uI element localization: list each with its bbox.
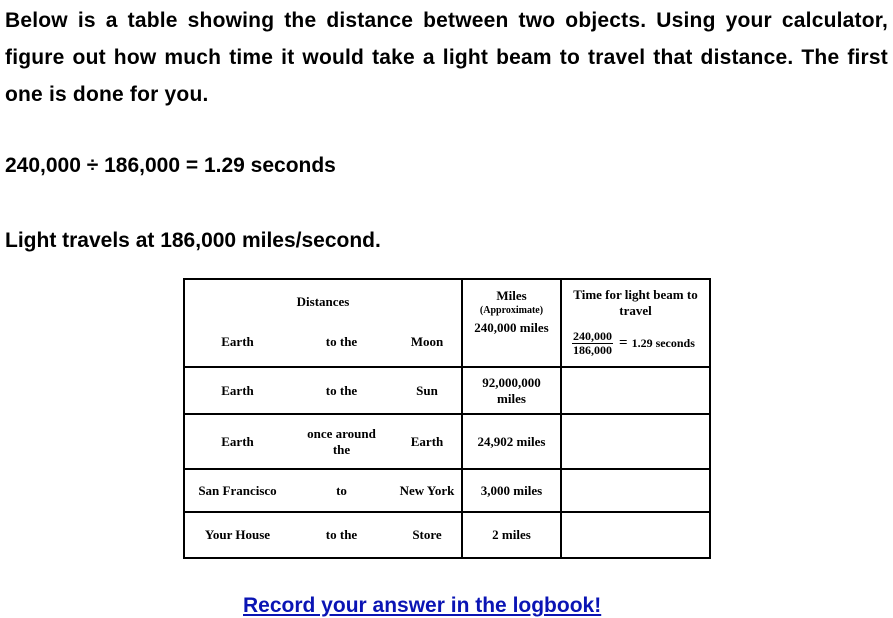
row-from: San Francisco: [184, 469, 290, 512]
first-answer-result: 1.29 seconds: [631, 336, 695, 350]
row-connector: to the: [325, 334, 358, 349]
first-row-distances-cell: [184, 279, 462, 367]
row-time-answer: [561, 414, 710, 469]
equals-sign: =: [619, 335, 628, 351]
row-to: New York: [393, 469, 462, 512]
row-from: Earth: [184, 367, 290, 414]
row-miles: 3,000 miles: [462, 469, 561, 512]
row-connector: [290, 414, 393, 469]
logbook-reminder: Record your answer in the logbook!: [243, 594, 602, 617]
row-connector: to the: [290, 367, 393, 414]
distances-heading: Distances: [296, 294, 350, 309]
time-heading: Time for light beam to travel: [573, 287, 698, 318]
table-row: [184, 469, 710, 512]
miles-heading: Miles: [496, 288, 527, 303]
first-answer: [572, 330, 695, 357]
row-from: Your House: [184, 512, 290, 558]
row-to: Moon: [410, 334, 444, 349]
table-row: [184, 367, 710, 414]
worked-example: 240,000 ÷ 186,000 = 1.29 seconds: [5, 154, 336, 177]
row-time-answer: [561, 469, 710, 512]
row-miles: [462, 367, 561, 414]
row-miles-text: 92,000,000 miles: [482, 374, 541, 406]
table-row: [184, 414, 710, 469]
table-row: [184, 512, 710, 558]
row-to: Sun: [393, 367, 462, 414]
time-heading-cell: [561, 279, 710, 367]
row-to: Store: [393, 512, 462, 558]
row-to: Earth: [393, 414, 462, 469]
row-miles: 2 miles: [462, 512, 561, 558]
distance-table: [183, 278, 711, 559]
row-miles: 240,000 miles: [474, 320, 549, 335]
instructions-paragraph: Below is a table showing the distance between two objects. Using your calculator, figure out how much time it would take a light beam to travel that distance. The first one is done for you.: [5, 9, 888, 106]
light-speed-statement: Light travels at 186,000 miles/second.: [5, 229, 381, 252]
row-time-answer: [561, 367, 710, 414]
row-connector: to: [290, 469, 393, 512]
miles-subheading: (Approximate): [479, 305, 544, 316]
row-time-answer: [561, 512, 710, 558]
miles-heading-cell: [462, 279, 561, 367]
row-from: Earth: [184, 414, 290, 469]
row-from: Earth: [221, 334, 254, 349]
fraction-denominator: 186,000: [573, 343, 612, 357]
fraction: [572, 330, 613, 357]
row-miles: 24,902 miles: [462, 414, 561, 469]
row-connector-text: once around the: [307, 425, 376, 457]
fraction-numerator: 240,000: [573, 329, 612, 343]
row-connector: to the: [290, 512, 393, 558]
